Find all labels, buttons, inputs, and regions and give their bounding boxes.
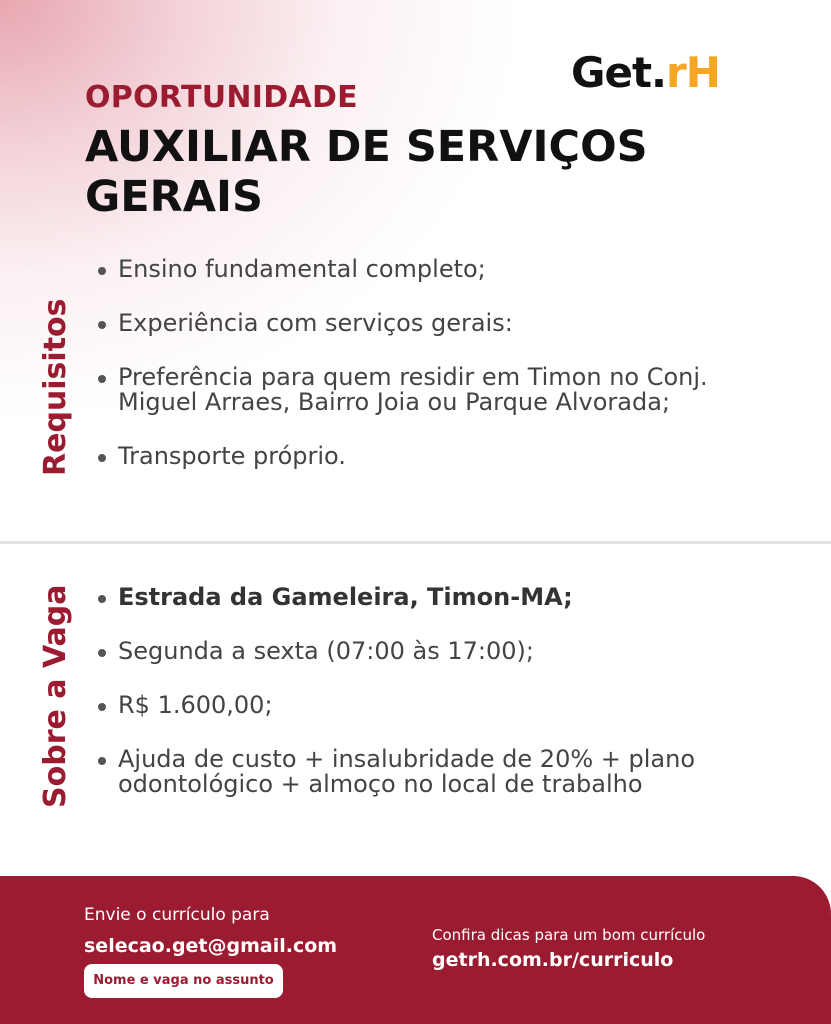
bullet-icon (98, 454, 106, 462)
bullet-icon (98, 703, 106, 711)
vaga-item: Segunda a sexta (07:00 às 17:00); (92, 639, 712, 664)
bullet-icon (98, 321, 106, 329)
requisitos-section-label: Requisitos (38, 298, 73, 476)
bullet-icon (98, 649, 106, 657)
job-title: AUXILIAR DE SERVIÇOS GERAIS (85, 122, 648, 222)
vaga-section-label: Sobre a Vaga (38, 584, 73, 808)
bullet-icon (98, 757, 106, 765)
vaga-list (92, 585, 712, 826)
tips-text: Confira dicas para um bom currículo (432, 926, 706, 944)
bullet-icon (98, 267, 106, 275)
section-divider (0, 541, 831, 544)
requisito-item: Transporte próprio. (92, 444, 712, 469)
bullet-icon (98, 595, 106, 603)
tips-url-link[interactable]: getrh.com.br/curriculo (432, 949, 674, 971)
bullet-icon (98, 375, 106, 383)
send-resume-text: Envie o currículo para (84, 905, 270, 925)
opportunity-eyebrow: OPORTUNIDADE (85, 80, 358, 115)
vaga-item-location: Estrada da Gameleira, Timon-MA; (92, 585, 712, 610)
requisitos-list (92, 257, 712, 498)
company-logo: Get.rH (571, 48, 720, 97)
vaga-item: R$ 1.600,00; (92, 693, 712, 718)
requisito-item: Experiência com serviços gerais: (92, 311, 712, 336)
email-link[interactable]: selecao.get@gmail.com (84, 935, 338, 957)
requisito-item: Preferência para quem residir em Timon no Conj. Miguel Arraes, Bairro Joia ou Parque Alvorada; (92, 365, 712, 415)
subject-note-badge: Nome e vaga no assunto (84, 964, 283, 998)
vaga-item: Ajuda de custo + insalubridade de 20% + plano odontológico + almoço no local de trabalho (92, 747, 712, 797)
requisito-item: Ensino fundamental completo; (92, 257, 712, 282)
